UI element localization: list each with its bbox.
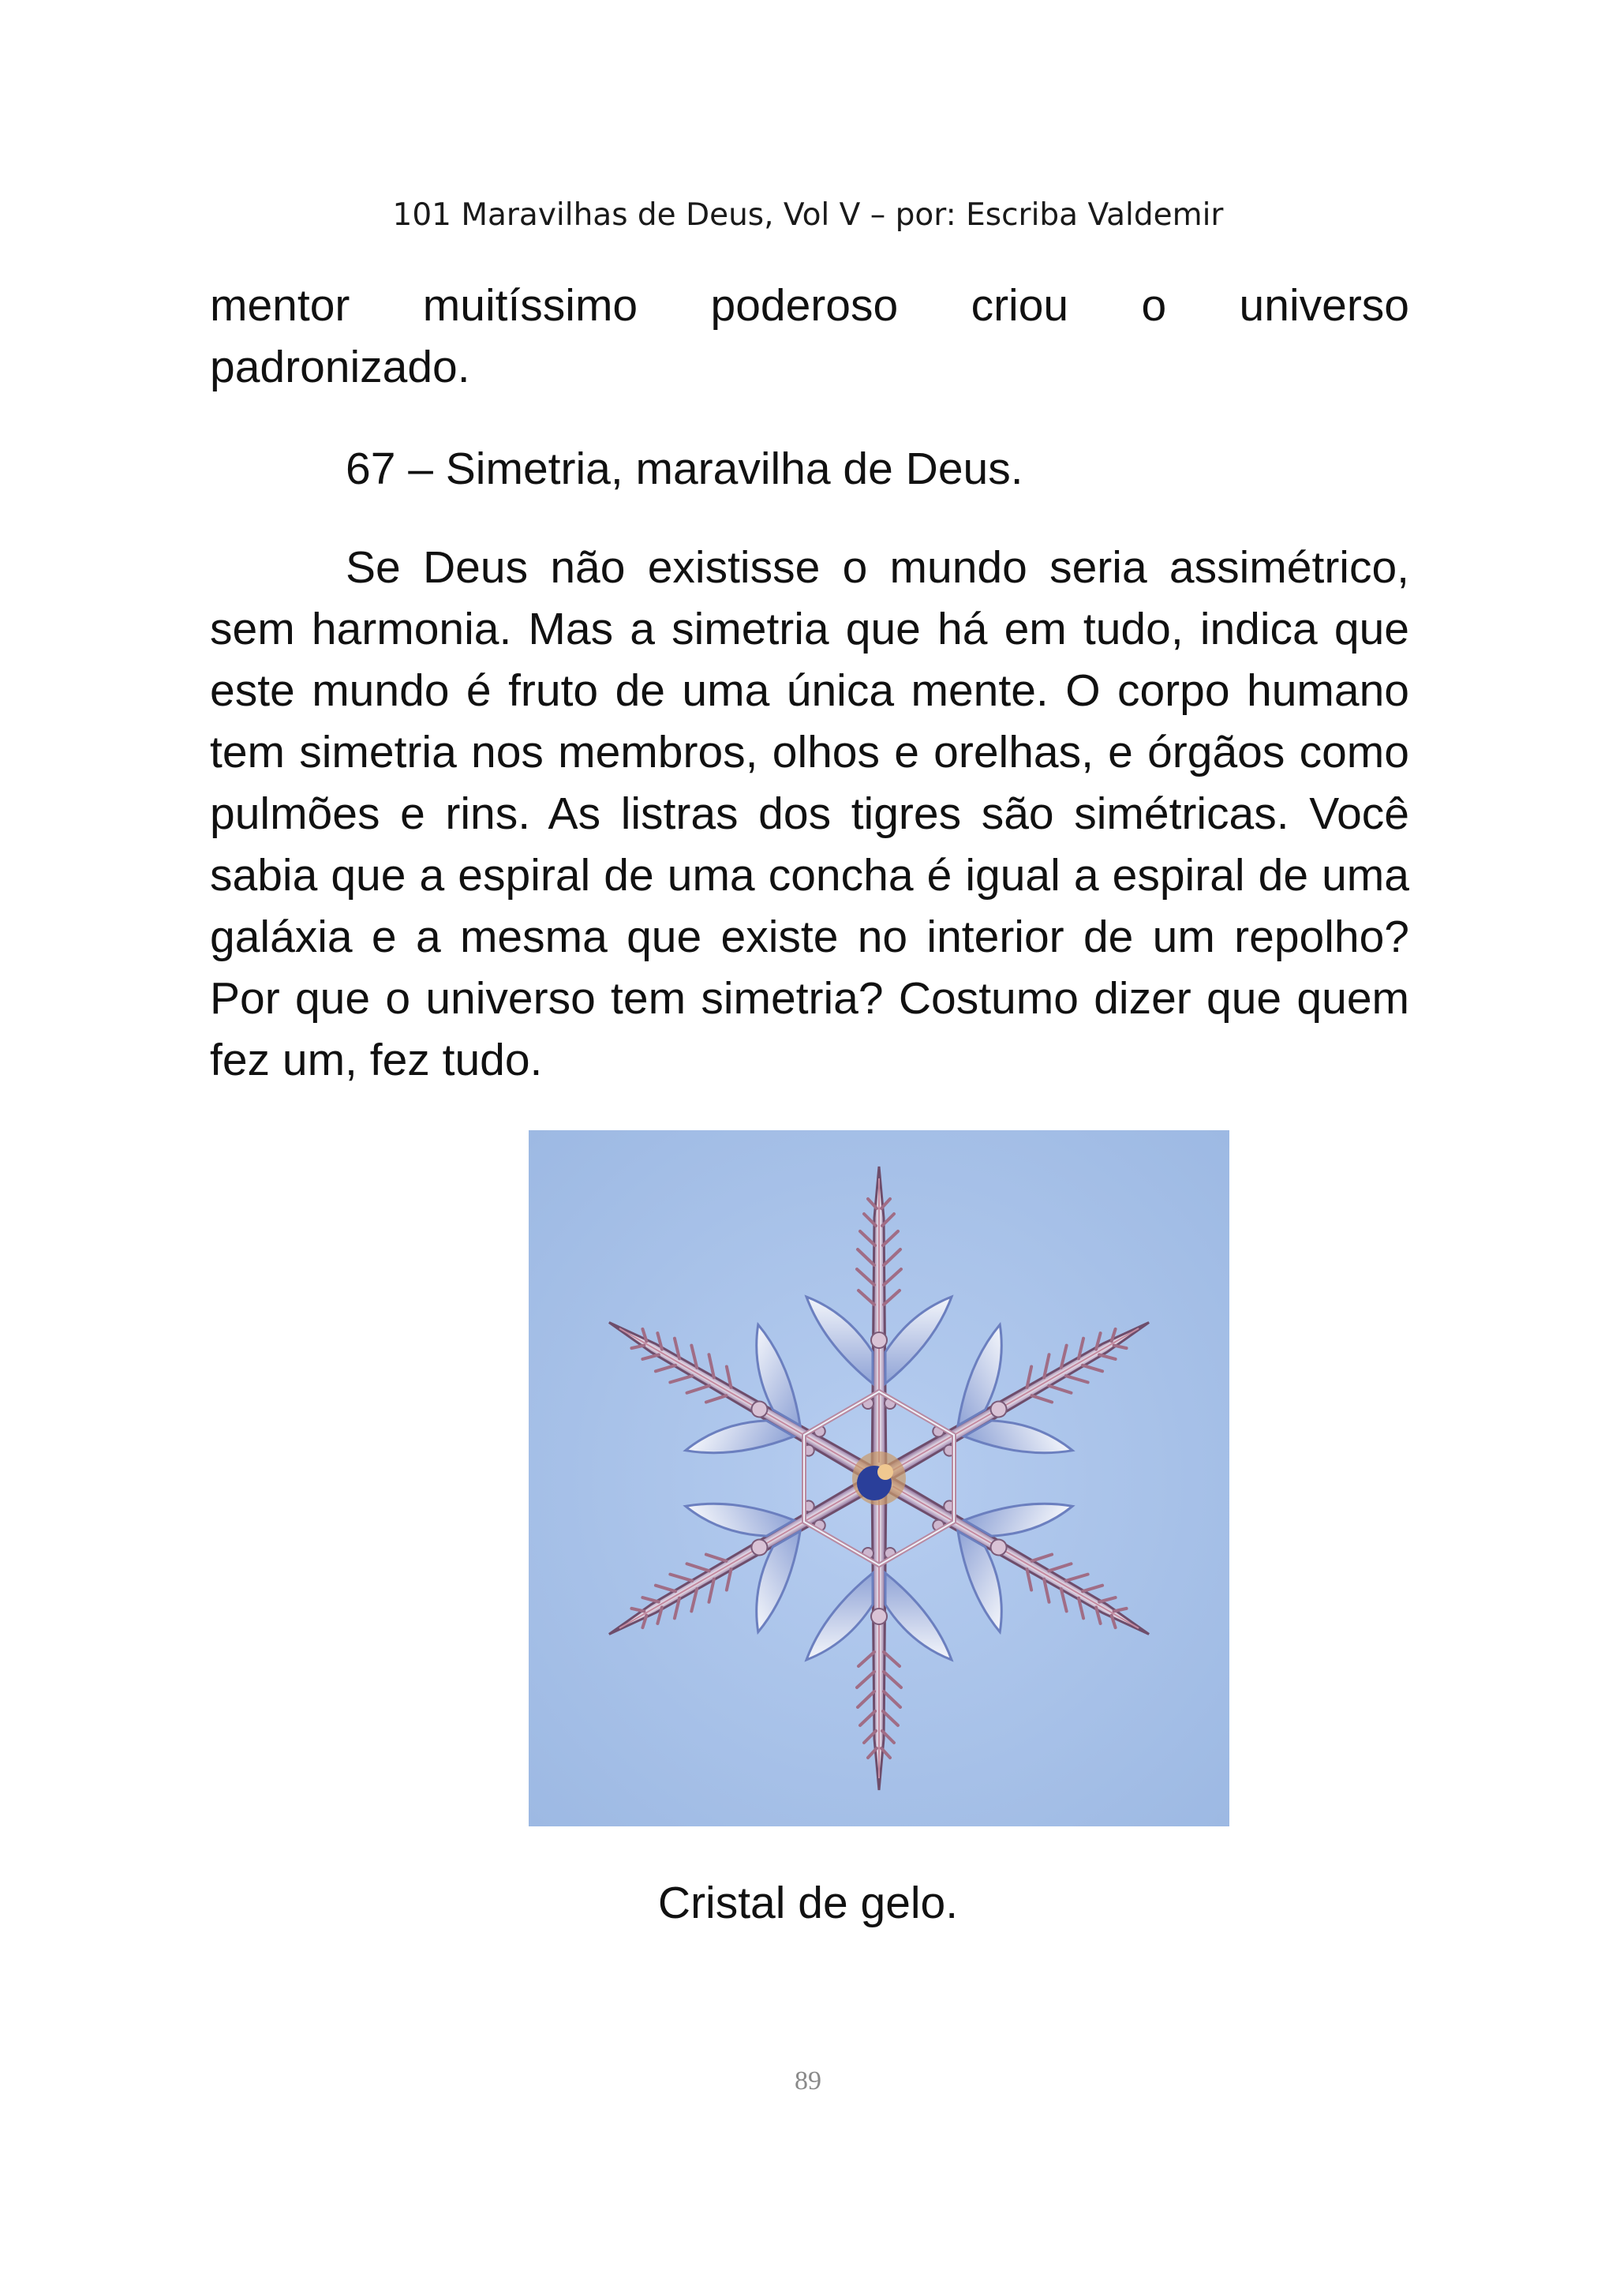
continuation-line-1: mentor muitíssimo poderoso criou o universo: [210, 280, 1409, 331]
snowflake-figure: [529, 1130, 1229, 1826]
continuation-line-2: padronizado.: [210, 342, 470, 392]
running-header: 101 Maravilhas de Deus, Vol V – por: Escriba Valdemir: [392, 197, 1224, 233]
section-heading: 67 – Simetria, maravilha de Deus.: [346, 444, 1023, 494]
page-number: 89: [795, 2066, 821, 2096]
continuation-paragraph: [210, 275, 1409, 398]
figure-caption: Cristal de gelo.: [657, 1878, 959, 1928]
snowflake-icon: [529, 1130, 1229, 1826]
body-paragraph: Se Deus não existisse o mundo seria assimétrico, sem harmonia. Mas a simetria que há em tudo, indica que este mundo é fruto de uma única mente. O corpo humano tem simetria nos membros, olhos e orelhas, e órgãos como pulmões e rins. As listras dos tigres são simétricas. Você sabia que a espiral de uma concha é igual a espiral de uma galáxia e a mesma que existe no interior de um repolho? Por que o universo tem simetria? Costumo dizer que quem fez um, fez tudo.: [210, 542, 1409, 1085]
